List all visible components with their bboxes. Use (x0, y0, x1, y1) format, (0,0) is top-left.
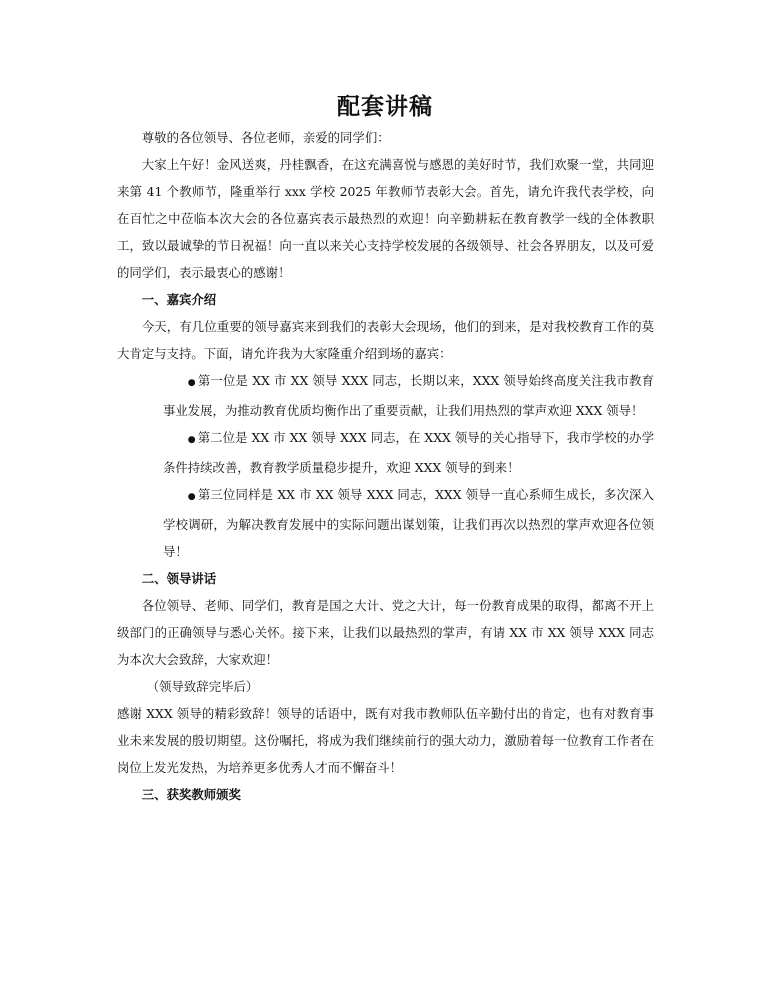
guest-item-3: 第三位同样是 XX 市 XX 领导 XXX 同志，XXX 领导一直心系师生成长，多次深入学校调研，为解决教育发展中的实际问题出谋划策，让我们再次以热烈的掌声欢迎各位领导！ (163, 487, 654, 559)
document-title: 配套讲稿 (337, 93, 433, 120)
greeting: 尊敬的各位领导、各位老师，亲爱的同学们： (141, 130, 390, 145)
bullet-icon: ● (187, 435, 196, 445)
section-heading-guests: 一、嘉宾介绍 (141, 292, 217, 307)
speech-note: （领导致辞完毕后） (146, 679, 259, 694)
list-item (163, 481, 654, 565)
section-heading-awards: 三、获奖教师颁奖 (141, 787, 241, 802)
guest-item-1: 第一位是 XX 市 XX 领导 XXX 同志，长期以来，XXX 领导始终高度关注我市教育事业发展，为推动教育优质均衡作出了重要贡献，让我们用热烈的掌声欢迎 XXX 领导！ (163, 373, 654, 418)
list-item (163, 424, 654, 481)
guests-intro-paragraph: 今天，有几位重要的领导嘉宾来到我们的表彰大会现场，他们的到来，是对我校教育工作的莫大肯定与支持。下面，请允许我为大家隆重介绍到场的嘉宾： (117, 319, 654, 361)
section-heading-speech: 二、领导讲话 (141, 571, 217, 586)
bullet-icon: ● (187, 378, 196, 388)
list-item (163, 367, 654, 424)
bullet-icon: ● (187, 492, 196, 502)
guest-list (117, 367, 654, 565)
speech-paragraph: 各位领导、老师、同学们，教育是国之大计、党之大计，每一份教育成果的取得，都离不开上级部门的正确领导与悉心关怀。接下来，让我们以最热烈的掌声，有请 XX 市 XX 领导 XXX 同志为本次大会致辞，大家欢迎！ (117, 598, 654, 667)
guest-item-2: 第二位是 XX 市 XX 领导 XXX 同志，在 XXX 领导的关心指导下，我市学校的办学条件持续改善，教育教学质量稳步提升，欢迎 XXX 领导的到来！ (163, 430, 654, 475)
thanks-paragraph: 感谢 XXX 领导的精彩致辞！领导的话语中，既有对我市教师队伍辛勤付出的肯定，也有对教育事业未来发展的殷切期望。这份嘱托，将成为我们继续前行的强大动力，激励着每一位教育工作者在岗位上发光发热，为培养更多优秀人才而不懈奋斗！ (117, 706, 654, 775)
intro-paragraph: 大家上午好！金风送爽，丹桂飘香，在这充满喜悦与感恩的美好时节，我们欢聚一堂，共同迎来第 41 个教师节，隆重举行 xxx 学校 2025 年教师节表彰大会。首先，请允许我代表学校，向在百忙之中莅临本次大会的各位嘉宾表示最热烈的欢迎！向辛勤耕耘在教育教学一线的全体教职工，致以最诚挚的节日祝福！向一直以来关心支持学校发展的各级领导、社会各界朋友，以及可爱的同学们，表示最衷心的感谢！ (117, 157, 654, 280)
document-body (117, 124, 654, 808)
